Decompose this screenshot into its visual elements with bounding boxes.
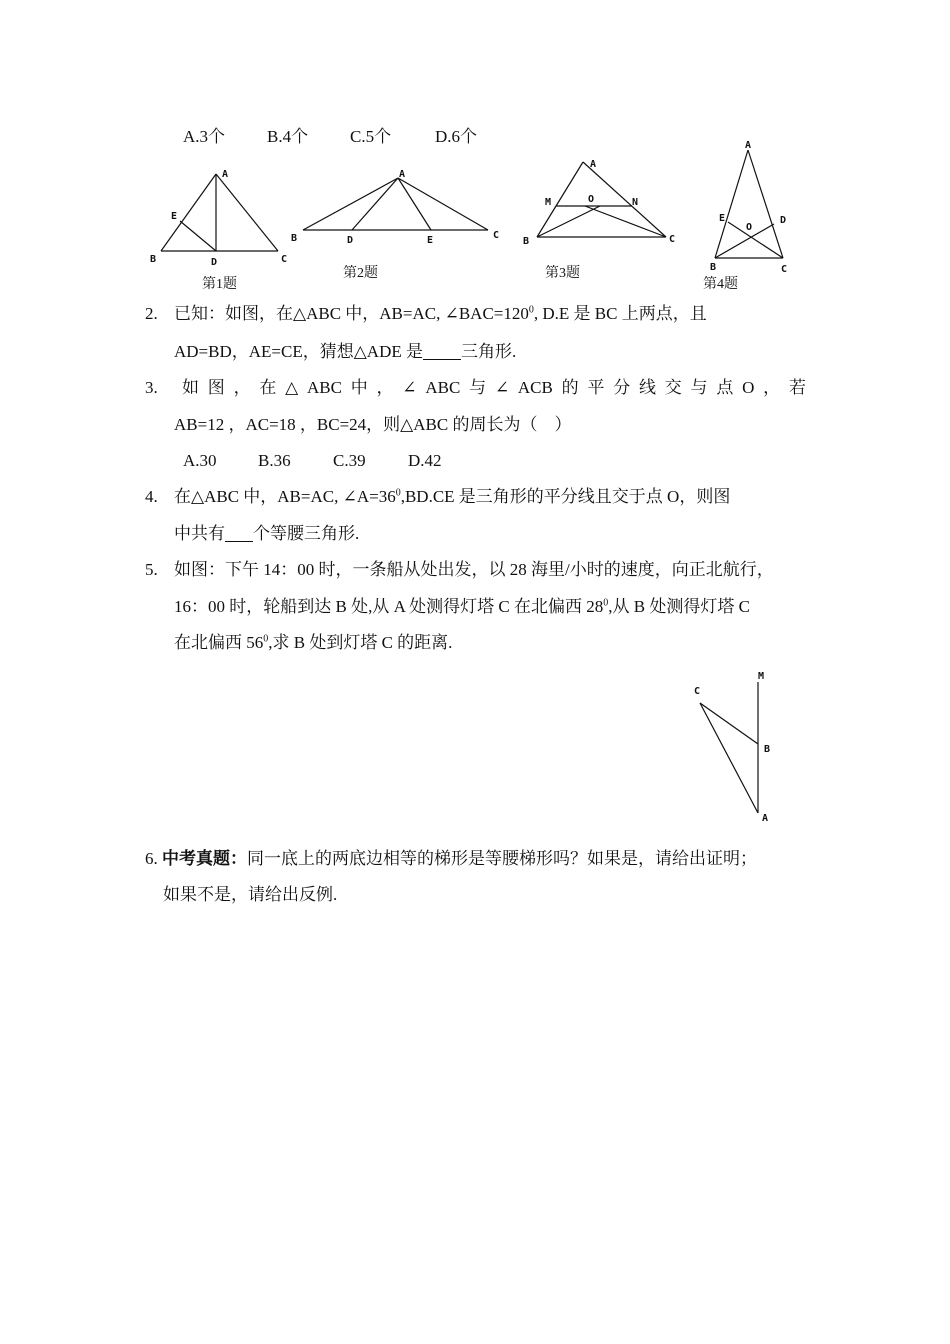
q3-word: 分 (613, 378, 631, 397)
q2-answer-blank (423, 342, 461, 360)
fig2-label-e: E (427, 235, 434, 246)
fig3-label-o: O (588, 194, 595, 205)
figure-3 (537, 162, 666, 237)
q3-word: 图 (207, 378, 225, 397)
fig5-label-c: C (694, 686, 701, 697)
fig3-label-c: C (669, 234, 676, 245)
q3-word: 与 (690, 378, 708, 397)
q1-option-b: B.4个 (267, 127, 309, 146)
fig3-label-a: A (590, 159, 597, 170)
q5-line-1: 如图：下午 14：00 时，一条船从处出发，以 28 海里/小时的速度，向正北航行， (174, 560, 774, 579)
q3-line-1 (182, 379, 806, 396)
fig1-label-a: A (222, 169, 229, 180)
figure-1 (161, 174, 278, 251)
q2-line-2 (174, 342, 516, 360)
q3-word: ， (763, 378, 781, 397)
figures-row (140, 127, 820, 295)
q6-line-2: 如果不是，请给出反例. (163, 885, 338, 904)
fig4-label-c: C (781, 264, 788, 275)
fig1-label-b: B (150, 254, 157, 265)
q3-word: ∠ (402, 378, 417, 397)
q6-label: 中考真题： (162, 849, 247, 869)
q4-line-2 (174, 524, 359, 542)
fig3-label-b: B (523, 236, 530, 247)
fig2-label-a: A (399, 169, 406, 180)
q3-word: 交 (664, 378, 682, 397)
q4-line-1 (174, 488, 730, 505)
q3-word: O (742, 378, 755, 397)
q1-option-c: C.5个 (350, 127, 392, 146)
q3-word: 平 (587, 378, 605, 397)
q3-word: 若 (788, 378, 806, 397)
q4-line-1-text-a: 在△ABC 中，AB=AC, ∠A=36 (174, 487, 396, 506)
q3-word: ， (376, 378, 394, 397)
q5-number: 5. (145, 560, 158, 579)
fig3-caption: 第3题 (545, 266, 580, 281)
q3-option-c: C.39 (333, 451, 366, 470)
fig4-label-o: O (746, 222, 753, 233)
fig4-label-e: E (719, 213, 726, 224)
fig2-label-b: B (291, 233, 298, 244)
fig1-label-e: E (171, 211, 178, 222)
q5-line-2-text-a: 16：00 时，轮船到达 B 处,从 A 处测得灯塔 C 在北偏西 28 (174, 597, 604, 616)
q5-line-3-text-b: ,求 B 处到灯塔 C 的距离. (268, 633, 453, 652)
q3-word: 如 (182, 378, 199, 397)
figure-4 (715, 150, 783, 258)
q3-word: 在 (259, 378, 277, 397)
q3-word: △ (285, 378, 299, 397)
fig4-caption: 第4题 (703, 277, 738, 292)
q4-line-2-text-b: 个等腰三角形. (253, 524, 360, 543)
q5-superscript-2: 0 (263, 633, 269, 645)
q3-word: 点 (716, 378, 734, 397)
q5-line-2 (174, 598, 750, 615)
q2-line-2-text-a: AD=BD，AE=CE，猜想△ADE 是 (174, 342, 423, 361)
q4-answer-blank (225, 524, 253, 542)
q1-option-d: D.6个 (435, 127, 478, 146)
q3-line-2: AB=12 ，AC=18 ，BC=24，则△ABC 的周长为（ ） (174, 415, 572, 434)
fig1-caption: 第1题 (202, 277, 237, 292)
q3-option-a: A.30 (183, 451, 217, 470)
fig5-label-m: M (758, 671, 765, 682)
q3-word: ACB (517, 378, 553, 397)
fig2-label-c: C (493, 230, 500, 241)
q2-line-2-text-b: 三角形. (461, 342, 517, 361)
q5-line-3 (174, 634, 452, 651)
q5-superscript-1: 0 (603, 597, 609, 609)
fig3-label-m: M (545, 197, 552, 208)
q3-word: ∠ (494, 378, 510, 397)
q2-number: 2. (145, 304, 158, 323)
q3-word: ABC (425, 378, 461, 397)
q4-line-1-text-b: ,BD.CE 是三角形的平分线且交于点 O，则图 (400, 487, 731, 506)
fig5-label-a: A (762, 813, 769, 824)
fig3-label-n: N (632, 197, 639, 208)
q2-line-1-text-b: , D.E 是 BC 上两点，且 (533, 304, 707, 323)
q6-number: 6. (145, 849, 158, 868)
q2-superscript: 0 (528, 304, 534, 316)
q3-word: 线 (638, 378, 656, 397)
q2-line-1 (174, 305, 707, 322)
fig4-label-a: A (745, 140, 752, 151)
q1-option-a: A.3个 (183, 127, 226, 146)
q6-line-1 (145, 850, 757, 868)
fig5-label-b: B (764, 744, 771, 755)
fig4-label-d: D (780, 215, 787, 226)
q3-word: 的 (561, 378, 579, 397)
q5-line-2-text-b: ,从 B 处测得灯塔 C (608, 597, 750, 616)
figure-2 (303, 178, 488, 230)
q3-option-d: D.42 (408, 451, 442, 470)
q6-line-1-text: 同一底上的两底边相等的梯形是等腰梯形吗？如果是，请给出证明； (247, 849, 757, 868)
figure-5 (680, 660, 790, 830)
q2-line-1-text-a: 已知：如图，在△ABC 中，AB=AC, ∠BAC=120 (174, 304, 529, 323)
q3-word: ABC (306, 378, 342, 397)
q4-line-2-text-a: 中共有 (174, 524, 225, 543)
fig1-label-c: C (281, 254, 288, 265)
q3-word: 与 (469, 378, 487, 397)
fig2-label-d: D (347, 235, 354, 246)
q3-number: 3. (145, 378, 158, 397)
fig1-label-d: D (211, 257, 218, 268)
q3-word: 中 (350, 378, 368, 397)
q4-number: 4. (145, 487, 158, 506)
fig2-caption: 第2题 (343, 266, 378, 281)
q5-line-3-text-a: 在北偏西 56 (174, 633, 264, 652)
q3-word: ， (233, 378, 251, 397)
q3-option-b: B.36 (258, 451, 291, 470)
fig4-label-b: B (710, 262, 717, 273)
q4-superscript: 0 (395, 487, 401, 499)
